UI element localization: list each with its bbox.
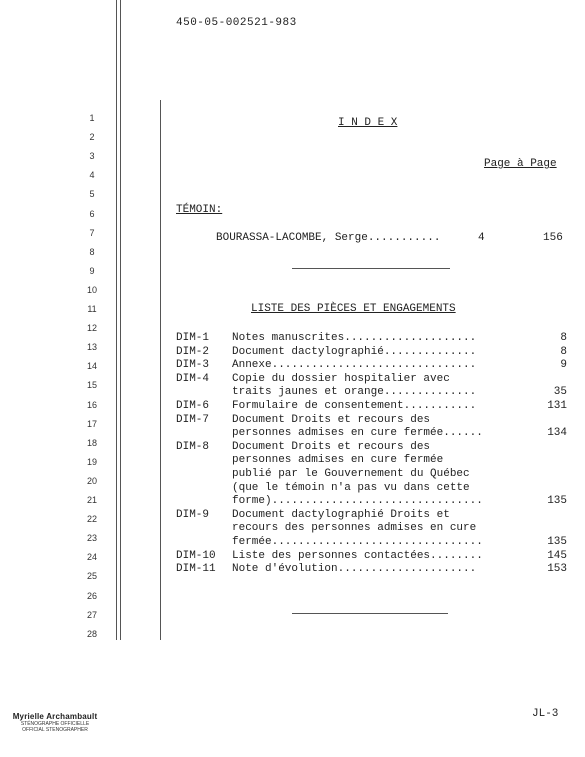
exhibit-description-line: recours des personnes admises en cure [232,522,477,535]
line-number: 21 [86,495,97,505]
exhibit-description-line: Document Droits et recours des [232,413,431,426]
witness-name: BOURASSA-LACOMBE, Serge........... [216,232,441,244]
exhibit-page: 153 [547,563,567,576]
exhibit-number: DIM-6 [176,400,210,412]
line-number: 27 [86,609,97,620]
exhibit-description-line: Annexe............................... [232,359,477,372]
stenographer-title-fr: STÉNOGRAPHE OFFICIELLE [20,721,90,727]
line-number: 3 [89,151,95,162]
exhibit-number: DIM-9 [176,508,210,521]
exhibit-description-line: Document Droits et recours des [232,440,431,453]
exhibit-description-line: (que le témoin n'a pas vu dans cette [232,481,470,494]
exhibit-description-line: Note d'évolution..................... [232,563,477,576]
divider [292,613,448,614]
line-number: 23 [86,533,97,544]
witness-page-from: 4 [478,232,485,244]
exhibit-description-line: personnes admises en cure fermée...... [232,427,483,440]
margin-line [120,0,121,640]
line-number: 19 [86,456,97,467]
stenographer-stamp [0,712,110,733]
line-number: 17 [86,418,97,429]
line-number: 16 [86,399,97,410]
exhibit-number: DIM-10 [176,549,216,562]
line-number: 10 [86,284,97,295]
exhibit-number: DIM-1 [176,332,210,344]
line-number: 13 [86,342,97,353]
line-number: 9 [89,265,95,276]
exhibit-page: 9 [560,359,567,372]
exhibit-number: DIM-8 [176,440,210,453]
line-number: 25 [86,571,97,582]
margin-line [160,100,161,640]
witness-page-to: 156 [543,232,563,244]
exhibit-description-line: traits jaunes et orange.............. [232,386,477,399]
exhibit-page: 8 [560,332,567,344]
exhibit-description-line: Liste des personnes contactées........ [232,549,483,562]
exhibit-description-line: Notes manuscrites.................... [232,332,477,344]
exhibit-page: 134 [547,427,567,440]
line-number: 1 [89,113,95,123]
line-number: 2 [89,132,95,143]
exhibit-description-line: publié par le Gouvernement du Québec [232,468,470,480]
exhibit-page: 8 [560,345,567,358]
line-number: 15 [86,380,97,391]
page-a-page-header: Page à Page [484,158,557,170]
exhibit-number: DIM-11 [176,563,216,576]
line-number: 6 [89,208,95,219]
exhibit-page: 35 [553,386,567,399]
line-number: 11 [87,304,97,314]
exhibit-description-line: fermée................................ [232,536,483,548]
exhibit-description-line: Document dactylographié.............. [232,345,477,358]
exhibit-page: 145 [547,549,567,562]
exhibit-page: 135 [547,495,567,508]
line-number: 7 [89,227,95,238]
stenographer-name: Myrielle Archambault [12,712,98,721]
exhibit-description-line: Document dactylographié Droits et [232,508,450,521]
margin-line [116,0,117,640]
exhibit-description-line: forme)................................ [232,495,483,508]
line-number: 5 [89,189,95,200]
divider [292,268,450,269]
exhibit-page: 131 [547,400,567,412]
exhibit-description-line: Formulaire de consentement........... [232,400,477,412]
exhibit-page: 135 [547,536,567,548]
exhibit-description-line: Copie du dossier hospitalier avec [232,372,450,385]
line-number: 28 [86,628,97,639]
file-number: 450-05-002521-983 [176,17,297,29]
line-number: 12 [86,323,97,334]
stenographer-title-en: OFFICIAL STENOGRAPHER [22,727,88,733]
exhibit-number: DIM-2 [176,345,210,358]
line-number: 18 [86,437,97,448]
exhibit-number: DIM-7 [176,413,210,426]
line-number: 26 [86,590,97,601]
exhibit-description-line: personnes admises en cure fermée [232,454,444,467]
index-title: I N D E X [338,117,398,129]
line-number: 14 [86,361,97,372]
line-number: 24 [86,552,97,563]
exhibit-number: DIM-3 [176,359,210,372]
line-number: 8 [89,246,95,257]
line-number: 20 [86,475,97,486]
page-code: JL-3 [532,708,559,720]
exhibits-title: LISTE DES PIÈCES ET ENGAGEMENTS [251,303,456,315]
witness-label: TÉMOIN: [176,204,223,216]
line-number: 4 [89,170,95,181]
exhibit-number: DIM-4 [176,372,210,385]
line-number: 22 [86,514,97,525]
